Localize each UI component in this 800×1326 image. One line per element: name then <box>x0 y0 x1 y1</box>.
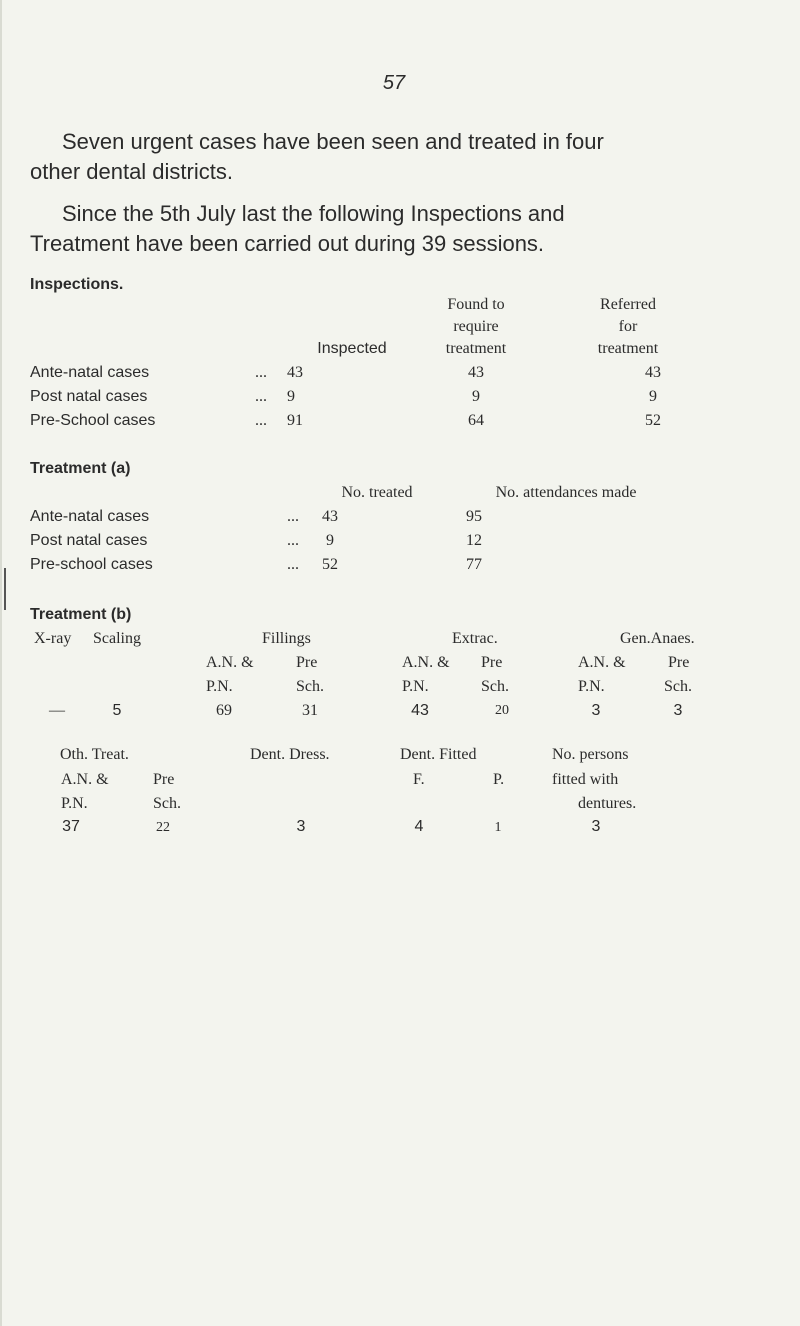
attendances-header: No. attendances made <box>495 484 637 501</box>
fillings-sch-sub: Sch. <box>296 678 324 695</box>
paragraph-line-2: other dental districts. <box>30 159 233 184</box>
found-header-line-1: Found to <box>447 296 505 313</box>
leader-dots: ... <box>255 412 267 429</box>
paragraph-line-4: Treatment have been carried out during 39 sessions. <box>30 231 545 256</box>
fitted-p-sub: P. <box>493 771 505 788</box>
leader-dots: ... <box>255 388 267 405</box>
extrac-pre-value: 20 <box>495 703 509 718</box>
oth-an-sub: A.N. & <box>61 771 109 788</box>
scaling-header: Scaling <box>93 630 141 647</box>
oth-pn-sub: P.N. <box>61 795 88 812</box>
fillings-pre-value: 31 <box>302 702 318 719</box>
found-value: 9 <box>472 388 480 405</box>
treated-value: 43 <box>322 508 338 525</box>
extrac-pre-sub: Pre <box>481 654 503 671</box>
treated-header: No. treated <box>341 484 413 501</box>
dent-fitted-header: Dent. Fitted <box>400 746 477 763</box>
persons-header-line-3: dentures. <box>578 795 637 812</box>
extrac-an-sub: A.N. & <box>402 654 450 671</box>
found-header-line-2: require <box>453 318 499 335</box>
genanaes-sch-sub: Sch. <box>664 678 692 695</box>
page-edge <box>0 0 2 1326</box>
treatment-a-row-label: Post natal cases <box>30 532 148 549</box>
referred-value: 9 <box>649 388 657 405</box>
fillings-pre-sub: Pre <box>296 654 318 671</box>
oth-treat-header: Oth. Treat. <box>60 746 129 763</box>
page-number: 57 <box>382 72 406 94</box>
fitted-f-value: 4 <box>414 818 424 835</box>
inspections-row-label: Pre-School cases <box>30 412 156 429</box>
inspections-row-label: Ante-natal cases <box>30 364 150 381</box>
persons-header-line-1: No. persons <box>552 746 629 763</box>
fillings-pn-sub: P.N. <box>206 678 233 695</box>
fillings-an-value: 69 <box>216 702 232 719</box>
fillings-header: Fillings <box>262 630 311 647</box>
referred-header-line-2: for <box>618 318 638 335</box>
fillings-an-sub: A.N. & <box>206 654 254 671</box>
persons-header-line-2: fitted with <box>552 771 619 788</box>
scaling-value: 5 <box>112 702 122 719</box>
treatment-a-heading: Treatment (a) <box>30 460 131 477</box>
found-value: 43 <box>468 364 484 381</box>
leader-dots: ... <box>255 364 267 381</box>
leader-dots: ... <box>287 532 299 549</box>
paragraph-line-3: Since the 5th July last the following Inspections and <box>62 201 565 226</box>
leader-dots: ... <box>287 556 299 573</box>
leader-dots: ... <box>287 508 299 525</box>
xray-header: X-ray <box>34 630 72 647</box>
oth-pre-value: 22 <box>156 820 170 835</box>
found-value: 64 <box>468 412 484 429</box>
paragraph-line-1: Seven urgent cases have been seen and treated in four <box>62 129 604 154</box>
persons-value: 3 <box>591 818 601 835</box>
attendances-value: 95 <box>466 508 482 525</box>
attendances-value: 77 <box>466 556 482 573</box>
genanaes-pre-value: 3 <box>673 702 683 719</box>
genanaes-an-value: 3 <box>591 702 601 719</box>
fitted-f-sub: F. <box>413 771 425 788</box>
extrac-pn-sub: P.N. <box>402 678 429 695</box>
inspected-header: Inspected <box>317 340 387 357</box>
genanaes-header: Gen.Anaes. <box>620 630 695 647</box>
margin-mark <box>4 568 6 610</box>
treatment-b-heading: Treatment (b) <box>30 606 132 623</box>
treatment-a-row-label: Pre-school cases <box>30 556 153 573</box>
xray-value: — <box>49 702 65 719</box>
found-header-line-3: treatment <box>445 340 507 357</box>
referred-value: 52 <box>645 412 661 429</box>
treated-value: 52 <box>322 556 338 573</box>
dent-dress-header: Dent. Dress. <box>250 746 330 763</box>
oth-an-value: 37 <box>62 818 80 835</box>
genanaes-pn-sub: P.N. <box>578 678 605 695</box>
inspections-heading: Inspections. <box>30 276 124 293</box>
attendances-value: 12 <box>466 532 482 549</box>
extrac-sch-sub: Sch. <box>481 678 509 695</box>
oth-pre-sub: Pre <box>153 771 175 788</box>
genanaes-an-sub: A.N. & <box>578 654 626 671</box>
inspected-value: 9 <box>287 388 295 405</box>
fitted-p-value: 1 <box>494 820 502 835</box>
referred-header-line-3: treatment <box>597 340 659 357</box>
inspections-row-label: Post natal cases <box>30 388 148 405</box>
inspected-value: 43 <box>287 364 303 381</box>
referred-value: 43 <box>645 364 661 381</box>
oth-sch-sub: Sch. <box>153 795 181 812</box>
referred-header-line-1: Referred <box>600 296 656 313</box>
treated-value: 9 <box>326 532 334 549</box>
extrac-header: Extrac. <box>452 630 498 647</box>
dent-dress-value: 3 <box>296 818 306 835</box>
extrac-an-value: 43 <box>411 702 429 719</box>
treatment-a-row-label: Ante-natal cases <box>30 508 150 525</box>
genanaes-pre-sub: Pre <box>668 654 690 671</box>
inspected-value: 91 <box>287 412 303 429</box>
